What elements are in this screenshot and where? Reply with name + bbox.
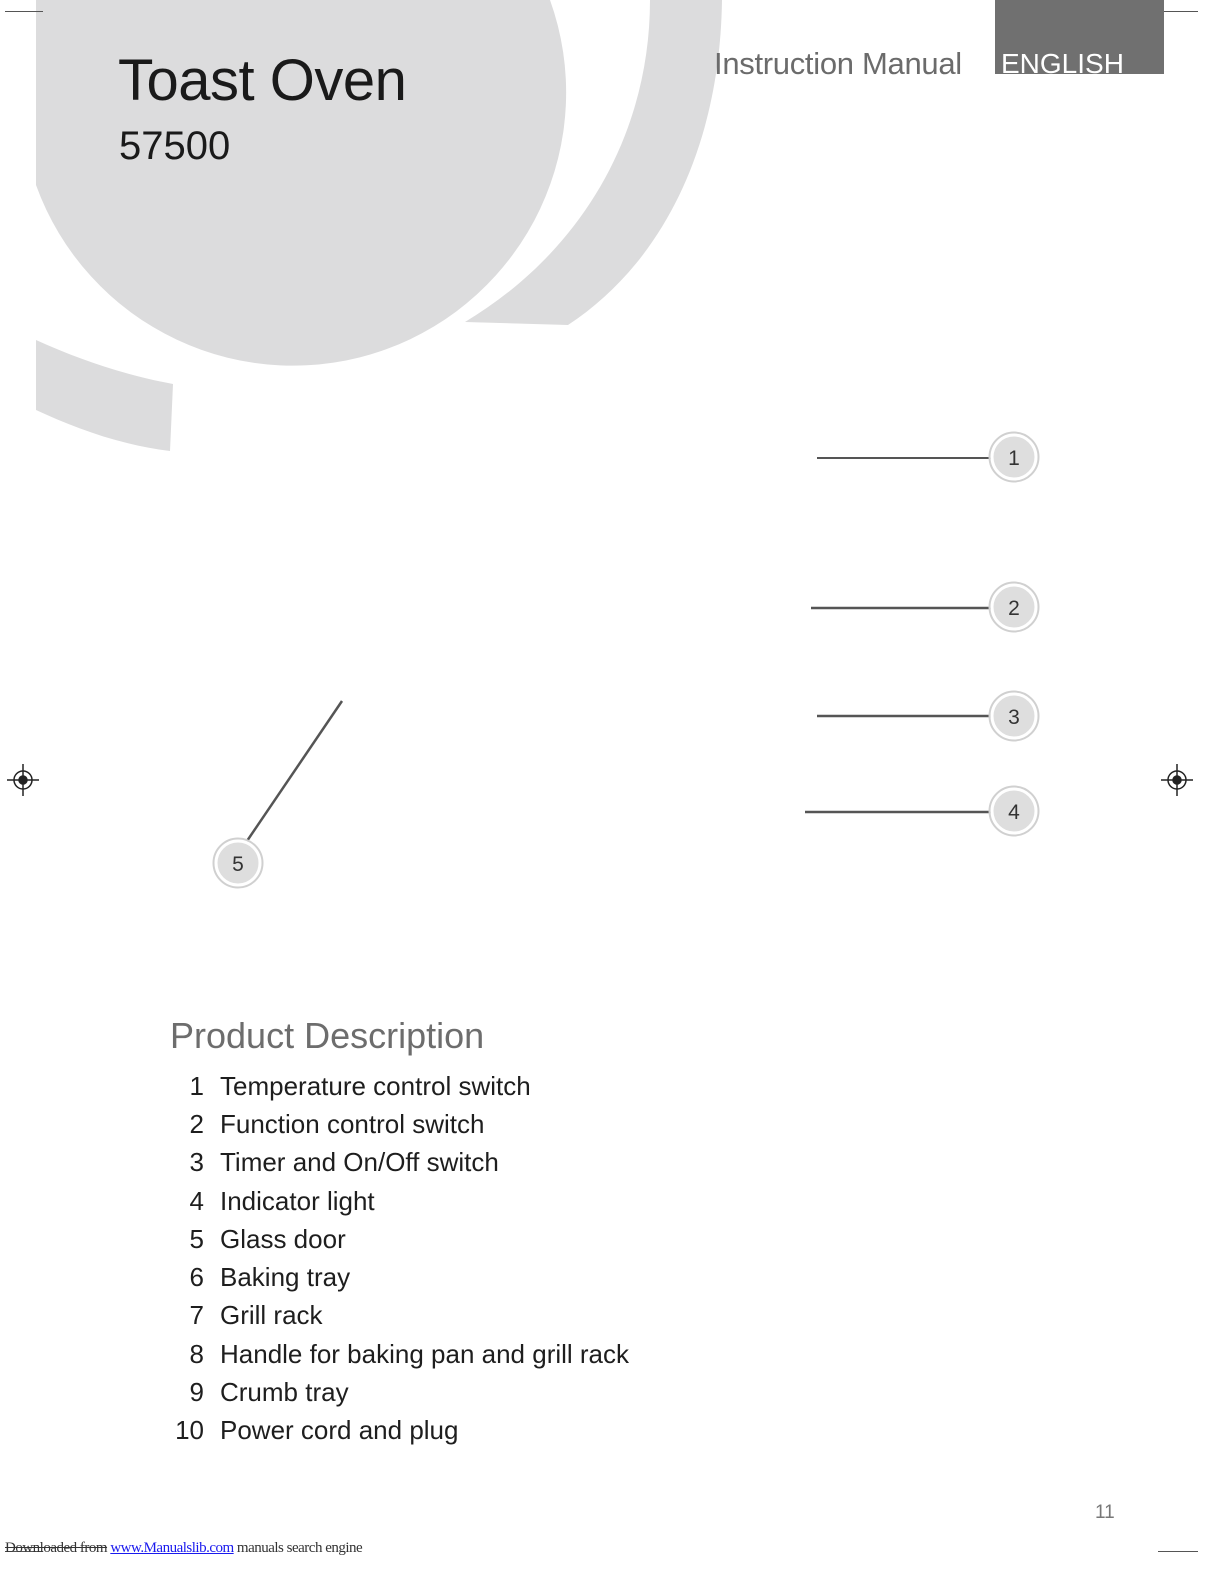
page-number: 11: [1095, 1502, 1115, 1523]
footer-suffix: manuals search engine: [236, 1540, 363, 1556]
footer-prefix: Downloaded from: [5, 1540, 108, 1556]
item-number: 4: [189, 1185, 204, 1216]
item-number: 10: [175, 1415, 204, 1446]
item-number: 8: [189, 1338, 204, 1369]
download-footer: [5, 1540, 362, 1557]
page-title: Toast Oven: [118, 48, 407, 113]
list-item: [168, 1220, 629, 1258]
callout-5: [214, 701, 343, 888]
language-label: ENGLISH: [1001, 48, 1124, 79]
item-label: Handle for baking pan and grill rack: [220, 1338, 630, 1369]
item-label: Function control switch: [220, 1108, 485, 1139]
item-label: Baking tray: [220, 1262, 351, 1293]
callout-number: 3: [1008, 706, 1020, 729]
registration-mark-left: [7, 764, 39, 796]
item-label: Indicator light: [220, 1185, 375, 1216]
item-label: Temperature control switch: [220, 1070, 531, 1101]
item-number: 7: [189, 1300, 204, 1331]
item-number: 6: [189, 1262, 204, 1293]
manualslib-link[interactable]: www.Manualslib.com: [110, 1540, 234, 1556]
list-item: [168, 1105, 629, 1143]
callout-2: [811, 583, 1039, 632]
list-item: [168, 1373, 629, 1411]
item-number: 3: [189, 1147, 204, 1178]
item-label: Power cord and plug: [220, 1415, 459, 1446]
list-item: [168, 1144, 629, 1182]
parts-list: [168, 1067, 629, 1450]
item-label: Glass door: [220, 1223, 346, 1254]
list-item: [168, 1258, 629, 1296]
callout-number: 1: [1008, 447, 1020, 470]
list-item: [168, 1297, 629, 1335]
callout-number: 5: [232, 853, 244, 876]
list-item: [168, 1182, 629, 1220]
list-item: [168, 1335, 629, 1373]
registration-mark-right: [1161, 764, 1193, 796]
item-number: 9: [189, 1377, 204, 1408]
callout-1: [817, 433, 1039, 482]
item-label: Timer and On/Off switch: [220, 1147, 499, 1178]
callout-3: [817, 692, 1039, 741]
item-label: Grill rack: [220, 1300, 323, 1331]
callout-number: 4: [1008, 801, 1020, 824]
callout-number: 2: [1008, 597, 1020, 620]
callout-4: [805, 787, 1039, 836]
model-number: 57500: [119, 124, 231, 168]
manual-label: Instruction Manual: [714, 46, 962, 81]
list-item: [168, 1412, 629, 1450]
item-number: 5: [189, 1223, 204, 1254]
item-number: 1: [189, 1070, 204, 1101]
list-item: [168, 1067, 629, 1105]
section-heading: Product Description: [170, 1015, 485, 1056]
item-number: 2: [189, 1108, 204, 1139]
item-label: Crumb tray: [220, 1377, 349, 1408]
